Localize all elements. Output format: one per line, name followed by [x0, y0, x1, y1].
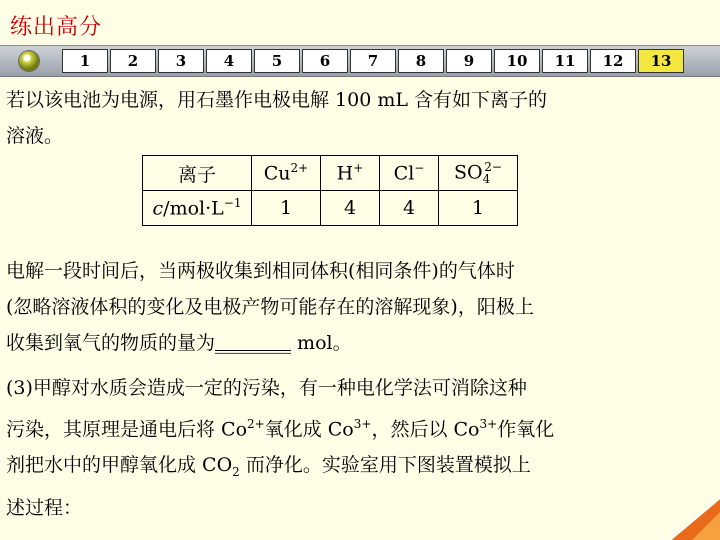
question-3-paragraph	[6, 370, 686, 526]
nav-page-3[interactable]: 3	[158, 49, 204, 73]
table-row-concentrations	[143, 191, 518, 226]
question-2-paragraph	[6, 253, 686, 361]
nav-page-7[interactable]: 7	[350, 49, 396, 73]
nav-page-9[interactable]: 9	[446, 49, 492, 73]
nav-page-2[interactable]: 2	[110, 49, 156, 73]
nav-page-4[interactable]: 4	[206, 49, 252, 73]
q3-line-4: 述过程：	[6, 497, 83, 520]
ion-concentration-table	[142, 155, 518, 226]
q2-line-3: 收集到氧气的物质的量为________ mol。	[6, 332, 352, 354]
intro-line-2: 溶液。	[6, 125, 64, 147]
corner-decoration-icon	[640, 490, 720, 540]
conc-cl-value: 4	[380, 191, 439, 226]
q3-line-1: (3)甲醇对水质会造成一定的污染，有一种电化学法可消除这种	[6, 377, 527, 399]
page-number-list	[62, 49, 686, 73]
intro-line-1: 若以该电池为电源，用石墨作电极电解 100 mL 含有如下离子的	[6, 89, 548, 111]
answer-blank: ________	[215, 332, 292, 354]
table-row-ions	[143, 156, 518, 191]
nav-home-ball-icon[interactable]	[19, 51, 39, 71]
ion-cu: $Cu^{2+}$	[252, 156, 321, 191]
nav-page-8[interactable]: 8	[398, 49, 444, 73]
nav-page-5[interactable]: 5	[254, 49, 300, 73]
nav-page-1[interactable]: 1	[62, 49, 108, 73]
conc-so4-value: 1	[439, 191, 518, 226]
page-nav-bar	[0, 45, 720, 77]
table-header-ion-label: 离子	[143, 156, 252, 191]
page-title: 练出高分	[10, 15, 103, 40]
nav-page-13-active[interactable]: 13	[638, 49, 684, 73]
ion-cl: Cl−	[380, 156, 439, 191]
conc-h-value: 4	[321, 191, 380, 226]
nav-page-11[interactable]: 11	[542, 49, 588, 73]
ion-h: H+	[321, 156, 380, 191]
intro-paragraph	[6, 82, 686, 154]
ion-so4: $SO_4^{2-}$	[439, 156, 518, 191]
q2-line-1: 电解一段时间后，当两极收集到相同体积(相同条件)的气体时	[6, 260, 515, 282]
q3-line-2: 污染，其原理是通电后将 $Co^{2+}$氧化成 $Co^{3+}$，然后以 $Co^{3+}$作氧化	[6, 417, 555, 441]
q3-line-3: 剂把水中的甲醇氧化成 $CO_2$ 而净化。实验室用下图装置模拟上	[6, 454, 531, 480]
nav-page-10[interactable]: 10	[494, 49, 540, 73]
nav-page-12[interactable]: 12	[590, 49, 636, 73]
conc-cu-value: 1	[252, 191, 321, 226]
table-header-conc-label: $c/mol\cdot L^{-1}$	[143, 191, 252, 226]
q2-line-2: (忽略溶液体积的变化及电极产物可能存在的溶解现象)，阳极上	[6, 296, 534, 318]
nav-page-6[interactable]: 6	[302, 49, 348, 73]
